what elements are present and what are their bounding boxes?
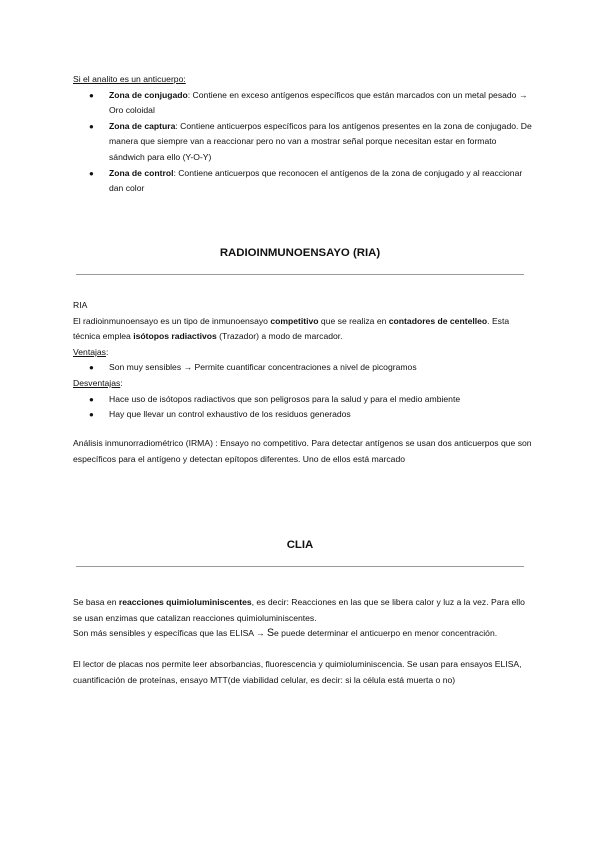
- ventajas-label: Ventajas: [73, 346, 106, 357]
- list-item-conjugado: [73, 88, 533, 119]
- clia-section: [73, 595, 533, 689]
- clia-divider: [76, 566, 524, 567]
- irma-paragraph: Análisis inmunorradiométrico (IRMA) : Ensayo no competitivo. Para detectar antígenos se usan dos anticuerpos que son específicos para el antígeno y detectan epítopos diferentes. Uno de ellos está marcado: [73, 438, 532, 464]
- clia-paragraph-2: [73, 626, 533, 642]
- ria-text-g: (Trazador) a modo de marcador.: [216, 331, 343, 342]
- zone-text: : Contiene en exceso antígenos específicos que están marcados con un metal pesado → Oro coloidal: [109, 89, 528, 116]
- ria-text-e: . Esta técnica emplea: [73, 315, 510, 342]
- clia-paragraph-3: El lector de placas nos permite leer absorbancias, fluorescencia y quimioluminiscencia. Se usan para ensayos ELISA, cuantificación de proteínas, ensayo MTT(de viabilidad celular, es decir: si la célula está muerta o no): [73, 659, 522, 685]
- ria-label: RIA: [73, 300, 88, 310]
- ria-text-a: El radioinmunoensayo es un tipo de inmunoensayo: [73, 315, 271, 326]
- zones-list: [73, 88, 533, 197]
- zone-title: Zona de captura: [109, 120, 176, 131]
- clia-text-c: , es decir: Reacciones en las que se libera calor y luz a la vez. Para ello se usan enzimas que catalizan reacciones quimioluminiscentes.: [73, 597, 525, 623]
- intro-line: [73, 72, 533, 88]
- ria-bold-isotopos: isótopos radiactivos: [133, 331, 217, 342]
- bullet-icon: ●: [89, 168, 94, 178]
- bullet-icon: ●: [89, 90, 94, 100]
- bullet-icon: ●: [89, 363, 94, 373]
- desventaja-text: Hace uso de isótopos radiactivos que son peligrosos para la salud y para el medio ambiente: [109, 393, 461, 404]
- spacer: [73, 642, 533, 658]
- ria-text-c: que se realiza en: [318, 315, 389, 326]
- zone-text: : Contiene anticuerpos específicos para los antígenos presentes en la zona de conjugado. De manera que siempre van a reaccionar pero no van a mostrar señal porque necesitan estar en formato sándwich para ello (Y-O-Y): [109, 120, 532, 162]
- ria-section: [73, 298, 533, 423]
- desventajas-list: [73, 392, 533, 423]
- desventaja-text: Hay que llevar un control exhaustivo de los residuos generados: [109, 409, 351, 420]
- list-item: [73, 360, 533, 376]
- bullet-icon: ●: [89, 121, 94, 131]
- desventajas-label: Desventajas: [73, 377, 121, 388]
- intro-text: Si el analito es un anticuerpo:: [73, 74, 186, 84]
- ria-heading: RADIOINMUNOENSAYO (RIA): [219, 247, 381, 259]
- ventaja-text: Son muy sensibles → Permite cuantificar concentraciones a nivel de picogramos: [109, 362, 417, 373]
- ria-bold-contadores: contadores de centelleo: [388, 315, 488, 326]
- list-item: [73, 392, 533, 408]
- zone-title: Zona de control: [109, 167, 174, 178]
- list-item: [73, 407, 533, 423]
- ria-paragraph: [73, 314, 533, 345]
- clia-heading: CLIA: [286, 539, 314, 551]
- zone-title: Zona de conjugado: [109, 89, 188, 100]
- bullet-icon: ●: [89, 394, 94, 404]
- clia-text-2b: S: [266, 627, 275, 640]
- ventajas-label-line: Ventajas:: [73, 346, 109, 357]
- clia-paragraph-1: [73, 595, 533, 626]
- ventajas-list: [73, 360, 533, 376]
- ria-divider: [76, 274, 524, 275]
- desventajas-label-line: Desventajas:: [73, 377, 123, 388]
- zone-text: : Contiene anticuerpos que reconocen el antígenos de la zona de conjugado y al reaccionar dan color: [109, 167, 523, 194]
- clia-bold-reacciones: reacciones quimioluminiscentes: [118, 597, 252, 607]
- bullet-icon: ●: [89, 410, 94, 420]
- clia-text-a: Se basa en: [73, 597, 119, 607]
- clia-text-2c: e puede determinar el anticuerpo en menor concentración.: [274, 628, 498, 639]
- list-item-captura: [73, 119, 533, 166]
- clia-text-2a: Son más sensibles y específicas que las ELISA →: [73, 628, 267, 639]
- list-item-control: [73, 166, 533, 197]
- antibody-zones-section: [73, 72, 533, 197]
- ria-bold-competitivo: competitivo: [270, 315, 319, 326]
